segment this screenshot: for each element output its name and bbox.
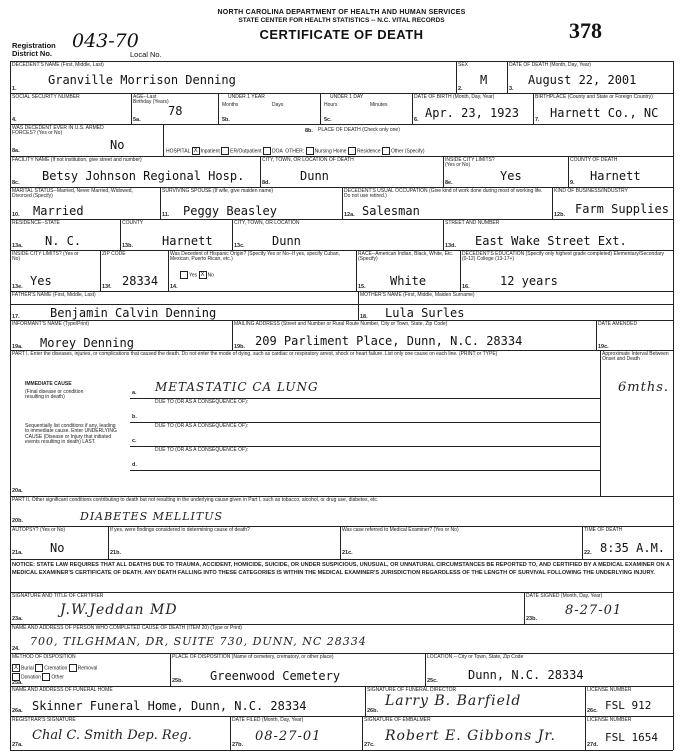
sequential-label: Sequentially list conditions if any, leading to immediate cause. Enter UNDERLYING CAUSE (Disease or Injury that initiated events resulting in death) LAST.: [25, 423, 117, 446]
name-label: DECEDENT'S NAME (First, Middle, Last): [12, 62, 104, 68]
item-number: 27b.: [232, 742, 244, 748]
due-to-label: DUE TO (OR AS A CONSEQUENCE OF):: [155, 399, 249, 405]
certificate-title: CERTIFICATE OF DEATH: [259, 27, 424, 42]
item-number: 8d.: [262, 180, 270, 186]
certificate-number: 378: [569, 18, 602, 43]
funeral-director-signature: Larry B. Barfield: [385, 693, 522, 709]
date-amended-label: DATE AMENDED: [598, 321, 638, 327]
item-number: b.: [132, 414, 137, 420]
doa-label: DOA: [271, 148, 283, 155]
registrar-signature: Chal C. Smith Dep. Reg.: [32, 728, 192, 743]
time-of-death-label: TIME OF DEATH: [584, 527, 623, 533]
border-left: [10, 61, 11, 750]
certifier-signature: J.W.Jeddan MD: [60, 602, 178, 618]
col-line: [218, 93, 219, 124]
hispanic-no-label: No: [207, 272, 214, 279]
part-1-label: PART I. Enter the diseases, injuries, or complications that caused the death. Do not enter the mode of dying, such as cardiac or respiratory arrest, shock or heart failure. List only one cause on each line. (PRINT or TYPE): [12, 351, 498, 357]
months-label: Months: [222, 102, 239, 108]
inside-city-label: INSIDE CITY LIMITS? (Yes or No): [445, 157, 495, 169]
residence-inside-label: INSIDE CITY LIMITS? (Yes or No): [12, 251, 79, 263]
county-of-death-label: COUNTY OF DEATH: [570, 157, 618, 163]
mailing-value: 209 Parliment Place, Dunn, N.C. 28334: [255, 334, 523, 348]
race-label: RACE--American Indian, Black, White, Etc. (Specify): [358, 251, 454, 263]
item-number: 1.: [12, 86, 17, 92]
item-number: 18.: [360, 314, 368, 320]
cremation-label: Cremation: [44, 665, 68, 672]
hispanic-yes-label: Yes: [189, 272, 198, 279]
item-number: 24.: [12, 646, 20, 652]
immediate-cause-note: (Final disease or condition resulting in death): [25, 389, 84, 401]
item-number: 8e.: [445, 180, 453, 186]
facility-label: FACILITY NAME (If not institution, give street and number): [12, 157, 142, 163]
item-number: 26c.: [587, 708, 598, 714]
row-line: [10, 124, 673, 125]
removal-checkbox[interactable]: [69, 664, 77, 672]
hispanic-no-checkbox[interactable]: X: [200, 272, 205, 278]
residence-checkbox[interactable]: [348, 147, 356, 155]
date-filed-value: 08-27-01: [255, 729, 322, 744]
disposition-options-1: [12, 664, 97, 672]
zip-label: ZIP CODE: [102, 251, 126, 257]
item-number: 22.: [584, 550, 592, 556]
disposition-label: METHOD OF DISPOSITION: [12, 654, 76, 660]
birthplace-value: Harnett Co., NC: [550, 106, 659, 120]
item-number: 13c.: [234, 243, 245, 249]
item-number: c.: [132, 438, 137, 444]
business-value: Farm Supplies: [575, 202, 669, 216]
date-signed-label: DATE SIGNED (Month, Day, Year): [526, 593, 603, 599]
certifier-address-value: 700, TILGHMAN, DR, SUITE 730, DUNN, NC 28334: [30, 635, 367, 648]
residence-city-label: CITY, TOWN, OR LOCATION: [234, 220, 300, 226]
license-director-value: FSL 912: [605, 699, 652, 712]
license-embalmer-value: FSL 1654: [605, 731, 658, 744]
col-line: [320, 93, 321, 124]
item-number: 13f.: [102, 284, 112, 290]
item-number: 21c.: [342, 550, 353, 556]
facility-value: Betsy Johnson Regional Hosp.: [42, 169, 245, 183]
col-line: [356, 250, 357, 291]
funeral-home-label: NAME AND ADDRESS OF FUNERAL HOME: [12, 687, 113, 693]
dob-value: Apr. 23, 1923: [425, 106, 519, 120]
col-line: [160, 187, 161, 219]
col-line: [443, 156, 444, 187]
col-line: [533, 93, 534, 124]
mailing-label: MAILING ADDRESS (Street and Number or Rural Route Number, City or Town, State, Zip Code): [234, 321, 448, 327]
decedent-name: Granville Morrison Denning: [48, 73, 236, 87]
item-number: 10.: [12, 212, 20, 218]
er-label: ER/Outpatient: [230, 148, 262, 155]
father-value: Benjamin Calvin Denning: [50, 306, 217, 320]
hispanic-label: Was Decedent of Hispanic Origin? (Specify Yes or No--If yes, specify Cuban, Mexican, Puerto Rican, etc.): [170, 251, 340, 263]
row-line: [10, 291, 673, 292]
col-line: [131, 93, 132, 124]
item-number: 3.: [509, 86, 514, 92]
due-to-label: DUE TO (OR AS A CONSEQUENCE OF):: [155, 447, 249, 453]
residence-county-value: Harnett: [162, 234, 213, 248]
funeral-home-value: Skinner Funeral Home, Dunn, N.C. 28334: [32, 699, 307, 713]
item-number: 13d.: [445, 243, 457, 249]
location-label: LOCATION -- City or Town, State, Zip Code: [427, 654, 524, 660]
registration-district-value: 043-70: [72, 30, 139, 52]
race-value: White: [390, 274, 427, 288]
spouse-value: Peggy Beasley: [183, 204, 277, 218]
row-line: [10, 219, 673, 220]
item-number: 13b.: [122, 243, 134, 249]
item-number: 8c.: [12, 180, 20, 186]
item-number: 19b.: [234, 344, 246, 350]
notice-text: NOTICE: STATE LAW REQUIRES THAT ALL DEATHS DUE TO TRAUMA, ACCIDENT, HOMICIDE, SUICIDE, OR UNDER SUSPICIOUS, UNUSUAL, OR UNNATURAL CIRCUMSTANCES BE REPORTED TO, AND CERTIFIED BY A MEDICAL EXAMINER ON A MEDICAL EXAMINER'S CERTIFICATE OF DEATH. ANY DEATH FALLING INTO THESE CATEGORIES IS WITHIN THE MEDICAL EXAMINER'S JURISDICTION REGARDLESS OF THE LENGTH OF SURVIVAL FOLLOWING THE UNDERLYING INJURY.: [12, 562, 670, 576]
occupation-label: DECEDENT'S USUAL OCCUPATION (Give kind of work done during most of working life. Do not use retired.): [344, 188, 543, 200]
registration-district-label: Registration District No.: [12, 41, 56, 58]
inpatient-label: Inpatient: [200, 148, 220, 155]
item-number: 19a.: [12, 344, 23, 350]
marital-status-label: MARITAL STATUS--Married, Never Married, Widowed, Divorced (Specify): [12, 188, 133, 200]
certifier-address-label: NAME AND ADDRESS OF PERSON WHO COMPLETED CAUSE OF DEATH (ITEM 20) (Type or Print): [12, 625, 242, 631]
immediate-cause-label: IMMEDIATE CAUSE: [25, 381, 72, 387]
time-of-death-value: 8:35 A.M.: [600, 541, 666, 555]
item-number: 13e.: [12, 284, 23, 290]
col-line: [568, 156, 569, 187]
col-line: [456, 61, 457, 93]
burial-checkbox[interactable]: X: [13, 665, 18, 671]
col-line: [460, 250, 461, 291]
col-line: [232, 320, 233, 350]
me-referred-label: Was case referred to Medical Examiner? (Yes or No): [342, 527, 459, 533]
col-line: [412, 93, 413, 124]
part-2-label: PART II. Other significant conditions contributing to death but not resulting in the underlying cause given in Part I, such as tobacco, alcohol, or drug use, diabetes, etc.: [12, 497, 379, 503]
registrar-label: REGISTRAR'S SIGNATURE: [12, 717, 76, 723]
item-number: 8a.: [12, 148, 20, 154]
sex-label: SEX: [458, 62, 469, 68]
date-filed-label: DATE FILED (Month, Day, Year): [232, 717, 304, 723]
item-number: a.: [132, 390, 137, 396]
col-line: [552, 187, 553, 219]
armed-forces-value: No: [110, 138, 125, 152]
col-line: [358, 291, 359, 320]
county-of-death-value: Harnett: [590, 169, 641, 183]
residence-label: Residence: [356, 148, 381, 155]
item-number: d.: [132, 462, 137, 468]
item-number: 27a.: [12, 742, 23, 748]
item-number: 23b.: [526, 616, 538, 622]
col-line: [170, 653, 171, 686]
item-number: 26a.: [12, 708, 23, 714]
birthplace-label: BIRTHPLACE (County and State or Foreign Country): [535, 94, 653, 100]
place-of-death-options: [166, 147, 425, 155]
col-line: [168, 250, 169, 291]
ssn-label: SOCIAL SECURITY NUMBER: [12, 94, 80, 100]
donation-label: Donation: [21, 674, 42, 681]
col-line: [100, 250, 101, 291]
father-label: FATHER'S NAME (First, Middle, Last): [12, 292, 96, 298]
row-line: [10, 716, 673, 717]
residence-street-label: STREET AND NUMBER: [445, 220, 500, 226]
inpatient-checkbox[interactable]: X: [193, 148, 198, 154]
under-1-day-label: UNDER 1 DAY: [330, 94, 364, 100]
col-line: [163, 124, 164, 156]
education-value: 12 years: [500, 274, 558, 288]
occupation-value: Salesman: [362, 204, 420, 218]
item-number: 9.: [570, 180, 575, 186]
col-line: [585, 716, 586, 750]
item-number: 21a.: [12, 550, 23, 556]
city-of-death-label: CITY, TOWN, OR LOCATION OF DEATH: [262, 157, 354, 163]
due-to-label: DUE TO (OR AS A CONSEQUENCE OF):: [155, 423, 249, 429]
item-number: 12b.: [554, 212, 566, 218]
other-label: OTHER:: [285, 148, 305, 155]
part-2-value: DIABETES MELLITUS: [80, 510, 224, 523]
residence-city-value: Dunn: [272, 234, 301, 248]
row-line: [10, 750, 673, 751]
minutes-label: Minutes: [370, 102, 388, 108]
disposition-other-label: Other: [51, 674, 64, 681]
date-of-death-label: DATE OF DEATH (Month, Day, Year): [509, 62, 591, 68]
informant-value: Morey Denning: [40, 336, 134, 350]
informant-label: INFORMANT'S NAME (Type/Print): [12, 321, 90, 327]
item-number: 25b.: [172, 678, 184, 684]
item-number: 7.: [535, 117, 540, 123]
interval-label: Approximate Interval Between Onset and Death: [602, 351, 669, 363]
nursing-home-label: Nursing Home: [314, 148, 347, 155]
row-line: [10, 304, 673, 305]
row-line: [10, 559, 673, 560]
col-line: [108, 526, 109, 559]
embalmer-signature: Robert E. Gibbons Jr.: [385, 728, 556, 744]
border-right: [673, 61, 674, 750]
item-number: 5c.: [324, 117, 332, 123]
hispanic-yes-checkbox[interactable]: [180, 271, 188, 279]
removal-label: Removal: [77, 665, 98, 672]
col-line: [524, 592, 525, 624]
residence-county-label: COUNTY: [122, 220, 144, 226]
burial-label: Burial: [21, 665, 34, 672]
mother-label: MOTHER'S NAME (First, Middle, Maiden Surname): [360, 292, 475, 298]
residence-inside-value: Yes: [30, 274, 52, 288]
item-number: 12a.: [344, 212, 355, 218]
col-line: [585, 686, 586, 716]
col-line: [232, 219, 233, 250]
item-number: 2.: [458, 86, 463, 92]
item-number: 14.: [170, 284, 178, 290]
item-number: 23a.: [12, 616, 23, 622]
place-of-death-label: PLACE OF DEATH (Check only one): [318, 127, 400, 133]
item-number: 25a.: [12, 680, 23, 686]
other-specify-label: Other (Specify): [390, 148, 425, 155]
autopsy-label: AUTOPSY? (Yes or No): [12, 527, 66, 533]
col-line: [362, 716, 363, 750]
col-line: [260, 156, 261, 187]
center-name: STATE CENTER FOR HEALTH STATISTICS -- N.C. VITAL RECORDS: [238, 17, 445, 24]
days-label: Days: [272, 102, 284, 108]
disposition-other-checkbox[interactable]: [42, 673, 50, 681]
item-number: 27c.: [364, 742, 375, 748]
license-label: LICENSE NUMBER: [587, 687, 632, 693]
other-checkbox[interactable]: [382, 147, 390, 155]
mother-value: Lula Surles: [385, 306, 465, 320]
under-1-year-label: UNDER 1 YEAR: [228, 94, 265, 100]
dob-label: DATE OF BIRTH (Month, Day, Year): [414, 94, 495, 100]
hispanic-options: [180, 271, 214, 279]
marital-status-value: Married: [33, 204, 84, 218]
cremation-checkbox[interactable]: [35, 664, 43, 672]
item-number: 19c.: [598, 344, 609, 350]
hours-label: Hours: [324, 102, 338, 108]
row-line: [10, 653, 673, 654]
item-number: 20b.: [12, 518, 24, 524]
item-number: 5a.: [133, 117, 141, 123]
residence-state-label: RESIDENCE--STATE: [12, 220, 60, 226]
funeral-director-label: SIGNATURE OF FUNERAL DIRECTOR: [367, 687, 457, 693]
item-number: 11.: [162, 212, 170, 218]
certifier-label: SIGNATURE AND TITLE OF CERTIFIER: [12, 593, 104, 599]
spouse-label: SURVIVING SPOUSE (If wife, give maiden name): [162, 188, 274, 194]
er-checkbox[interactable]: [221, 147, 229, 155]
hospital-label: HOSPITAL: [166, 148, 191, 155]
item-number: 4.: [12, 117, 17, 123]
col-line: [582, 526, 583, 559]
col-line: [342, 187, 343, 219]
col-line: [230, 716, 231, 750]
embalmer-label: SIGNATURE OF EMBALMER: [364, 717, 431, 723]
col-line: [507, 61, 508, 93]
nursing-home-checkbox[interactable]: [306, 147, 314, 155]
item-number: 5b.: [222, 117, 230, 123]
doa-checkbox[interactable]: [263, 147, 271, 155]
interval-value: 6mths.: [618, 380, 669, 395]
date-signed-value: 8-27-01: [565, 603, 623, 618]
armed-forces-label: WAS DECEDENT EVER IN U.S. ARMED FORCES? (Yes or No): [12, 125, 104, 137]
item-number: 6.: [414, 117, 419, 123]
item-number: 26b.: [367, 708, 379, 714]
business-label: KIND OF BUSINESS/INDUSTRY: [554, 188, 628, 194]
item-number: 15.: [358, 284, 366, 290]
item-number: 16.: [462, 284, 470, 290]
sex-value: M: [480, 73, 488, 87]
col-line: [425, 653, 426, 686]
age-label: AGE--Last Birthday (Years): [133, 94, 169, 106]
col-line: [340, 526, 341, 559]
immediate-cause-value: METASTATIC CA LUNG: [155, 380, 319, 394]
date-of-death-value: August 22, 2001: [528, 73, 637, 87]
autopsy-findings-label: If yes, were findings considered in determining cause of death?: [110, 527, 250, 533]
col-line: [443, 219, 444, 250]
autopsy-value: No: [50, 541, 65, 555]
item-number: 17.: [12, 314, 20, 320]
col-line: [365, 686, 366, 716]
local-number-label: Local No.: [130, 50, 162, 59]
item-number: 21b.: [110, 550, 122, 556]
inside-city-value: Yes: [500, 169, 522, 183]
col-line: [596, 320, 597, 350]
license-label: LICENSE NUMBER: [587, 717, 632, 723]
item-number: 25c.: [427, 678, 438, 684]
item-number: 20a.: [12, 488, 23, 494]
residence-state-value: N. C.: [45, 234, 82, 248]
item-number: 8b.: [305, 128, 313, 134]
col-line: [600, 350, 601, 496]
agency-name: NORTH CAROLINA DEPARTMENT OF HEALTH AND HUMAN SERVICES: [217, 9, 466, 16]
item-number: 27d.: [587, 742, 599, 748]
cause-line: [130, 470, 600, 471]
item-number: 13a.: [12, 243, 23, 249]
education-label: DECEDENT'S EDUCATION (Specify only highest grade completed) Elementary/Secondary (0-12) College (13-17+): [462, 251, 665, 263]
city-of-death-value: Dunn: [300, 169, 329, 183]
residence-street-value: East Wake Street Ext.: [475, 234, 627, 248]
zip-value: 28334: [122, 274, 159, 288]
col-line: [120, 219, 121, 250]
place-of-disposition-label: PLACE OF DISPOSITION (Name of cemetery, crematory, or other place): [172, 654, 334, 660]
age-value: 78: [168, 104, 183, 118]
location-value: Dunn, N.C. 28334: [468, 668, 584, 682]
place-of-disposition-value: Greenwood Cemetery: [210, 669, 341, 683]
